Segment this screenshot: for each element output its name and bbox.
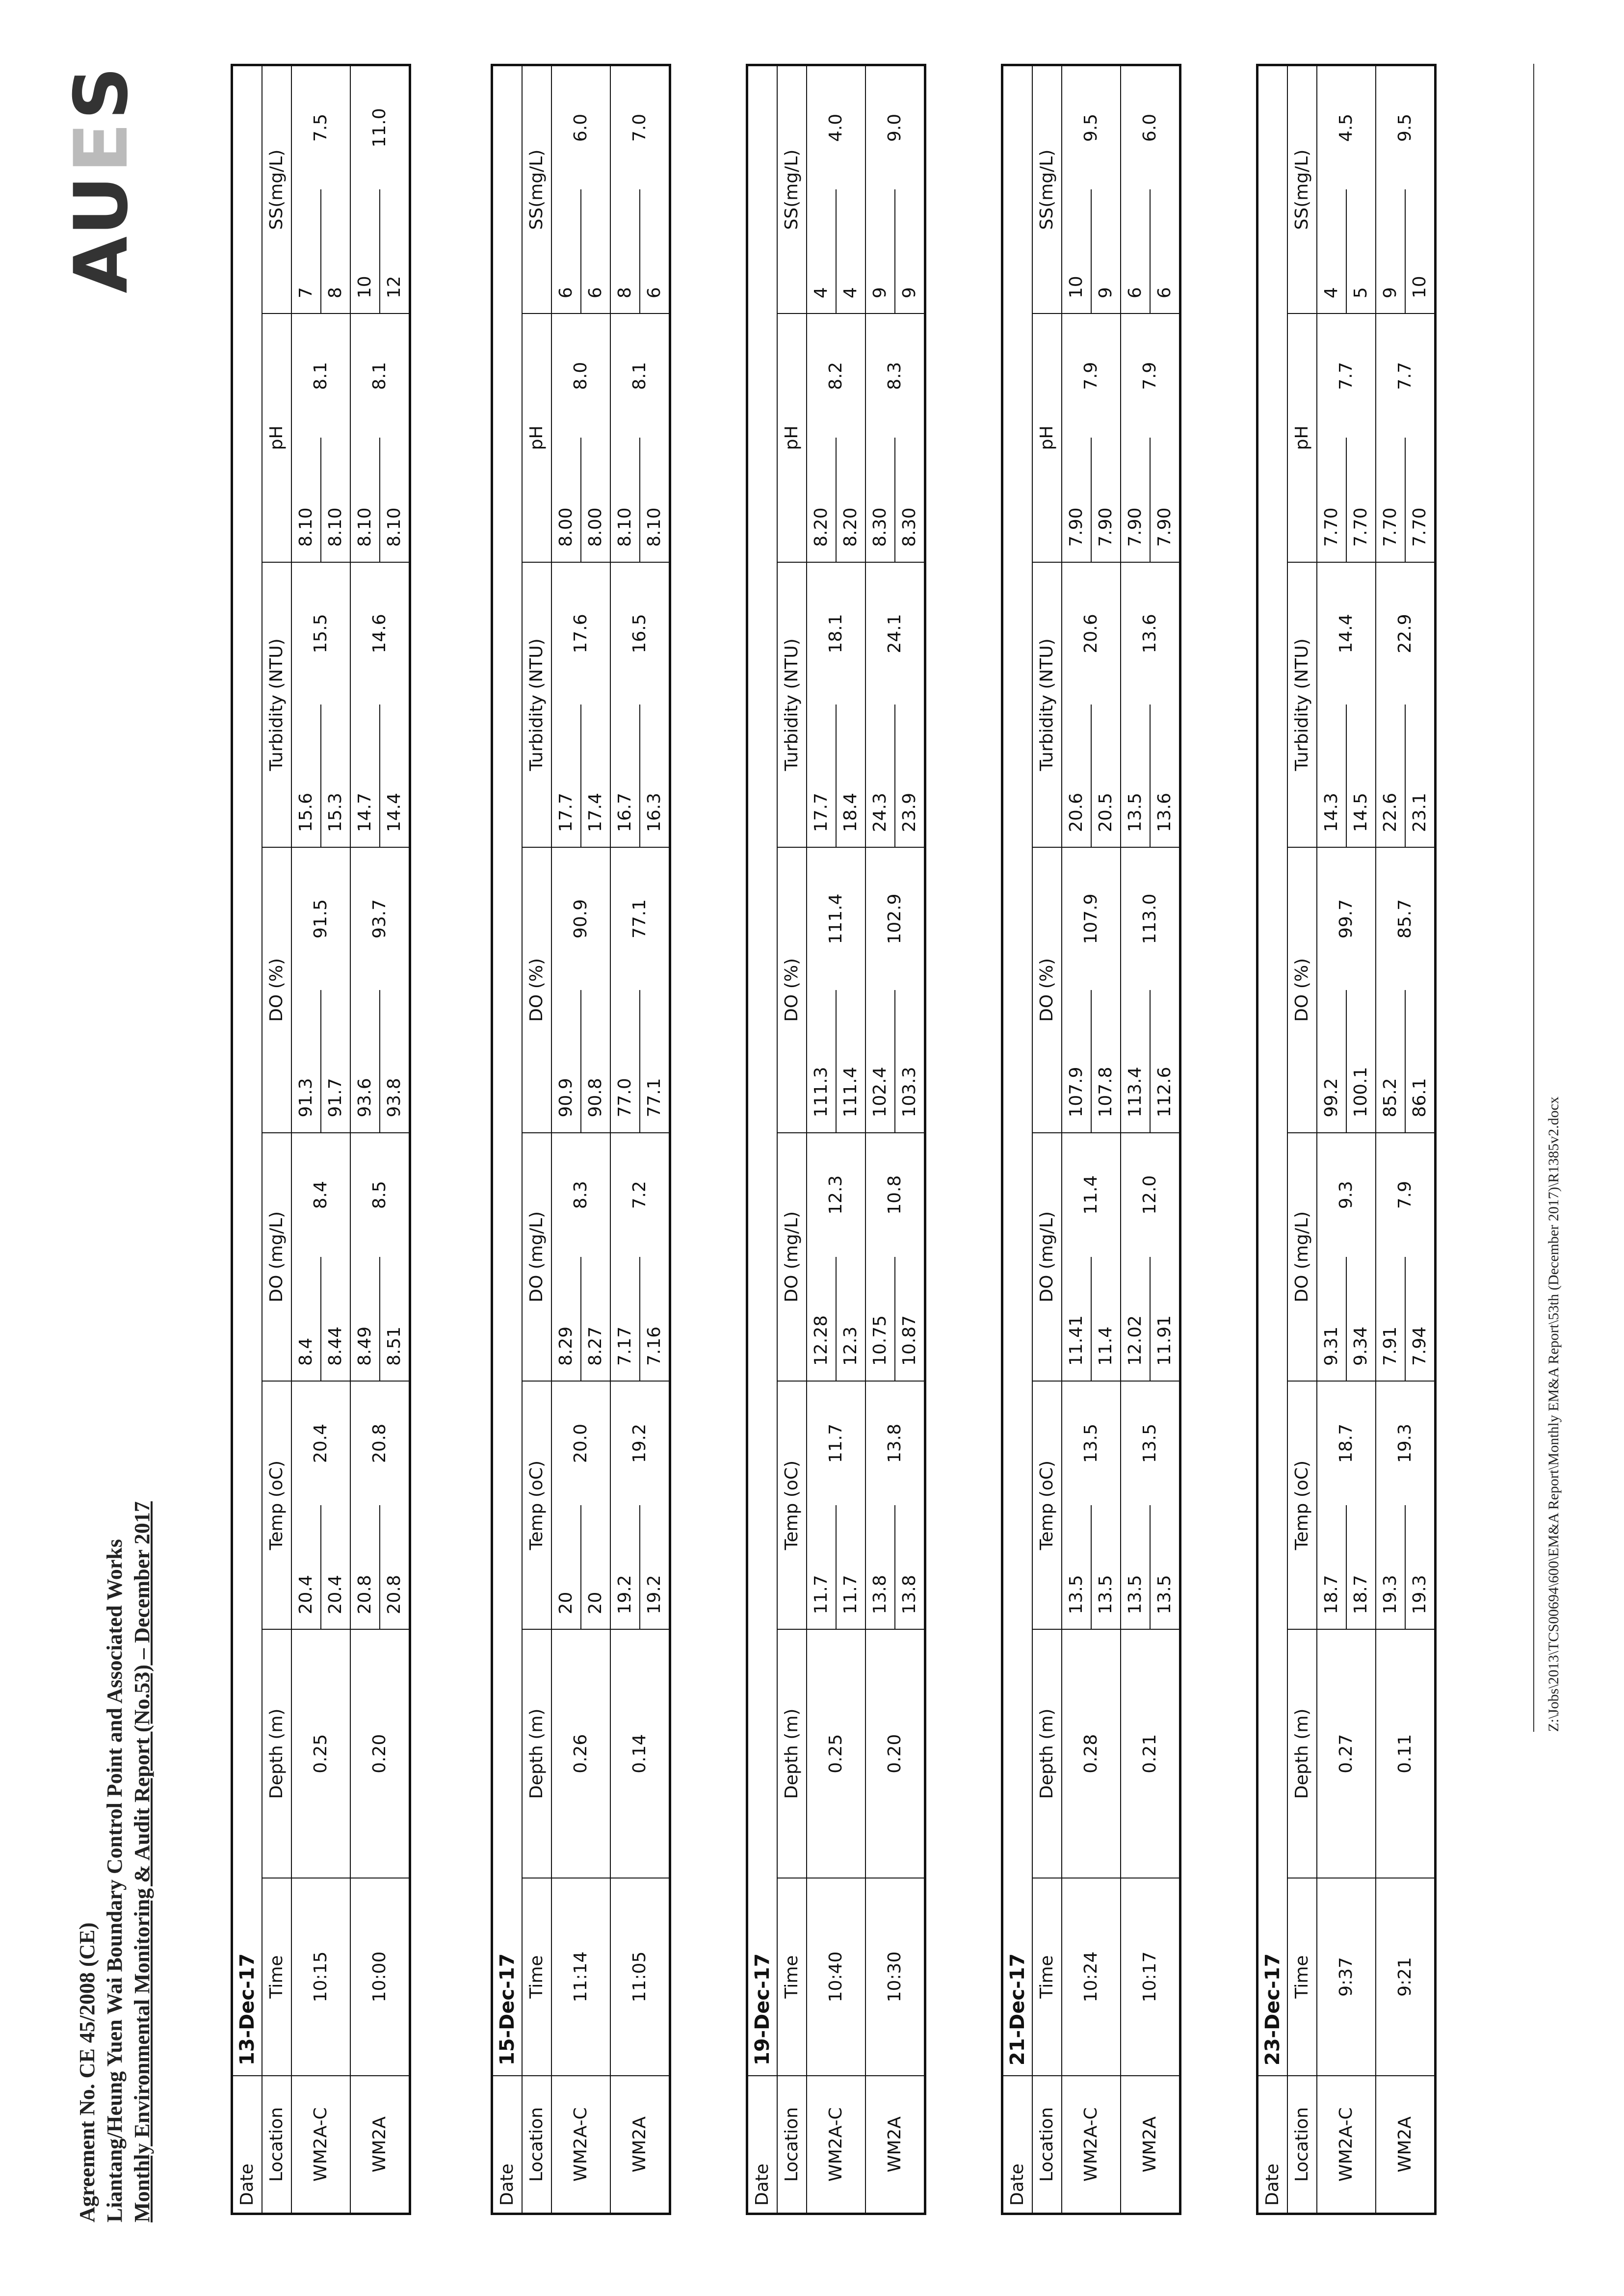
ph-reading: 7.90 — [1121, 438, 1150, 562]
ph-reading: 8.20 — [807, 438, 836, 562]
ph-average: 8.1 — [350, 313, 410, 438]
temp-reading: 20 — [581, 1505, 610, 1629]
do-pct-reading: 91.7 — [321, 990, 350, 1133]
do-pct-reading: 113.4 — [1121, 990, 1150, 1133]
do-pct-average: 93.7 — [350, 847, 410, 990]
do-pct-reading: 91.3 — [291, 990, 321, 1133]
sampling-date: 23-Dec-17 — [1257, 65, 1288, 2076]
do-pct-reading: 103.3 — [895, 990, 925, 1133]
ss-average: 4.0 — [807, 65, 865, 189]
water-quality-table — [746, 64, 926, 2215]
ss-average: 7.0 — [610, 65, 670, 189]
ss-reading: 4 — [1317, 189, 1346, 313]
temp-reading: 19.2 — [610, 1505, 640, 1629]
water-quality-table — [1001, 64, 1181, 2215]
date-label: Date — [1002, 2076, 1033, 2214]
ph-average: 8.1 — [610, 313, 670, 438]
temp-reading: 13.5 — [1062, 1505, 1091, 1629]
time-cell: 10:00 — [350, 1878, 410, 2076]
ph-average: 8.0 — [551, 313, 610, 438]
do-mg-average: 8.4 — [291, 1133, 350, 1257]
location-cell: WM2A-C — [551, 2076, 610, 2214]
temp-reading: 19.3 — [1405, 1505, 1436, 1629]
turbidity-reading: 20.6 — [1062, 704, 1091, 847]
ss-reading: 10 — [1405, 189, 1436, 313]
ph-reading: 8.10 — [321, 438, 350, 562]
depth-cell: 0.20 — [865, 1629, 925, 1878]
do-mg-reading: 10.87 — [895, 1257, 925, 1381]
col-ss: SS(mg/L) — [262, 65, 291, 314]
temp-average: 13.5 — [1062, 1381, 1121, 1505]
col-time: Time — [777, 1878, 807, 2076]
temp-reading: 20.4 — [321, 1505, 350, 1629]
turbidity-average: 15.5 — [291, 562, 350, 705]
ph-average: 8.3 — [865, 313, 925, 438]
temp-reading: 20.4 — [291, 1505, 321, 1629]
ph-average: 7.7 — [1376, 313, 1436, 438]
col-temp: Temp (oC) — [522, 1381, 551, 1629]
do-pct-reading: 111.3 — [807, 990, 836, 1133]
do-pct-reading: 93.8 — [380, 990, 410, 1133]
col-location: Location — [262, 2076, 291, 2214]
water-quality-table — [1256, 64, 1437, 2215]
col-temp: Temp (oC) — [1287, 1381, 1317, 1629]
do-mg-reading: 7.94 — [1405, 1257, 1436, 1381]
ss-average: 6.0 — [1121, 65, 1180, 189]
date-label: Date — [232, 2076, 262, 2214]
col-ph: pH — [522, 313, 551, 562]
ph-average: 8.1 — [291, 313, 350, 438]
do-pct-reading: 86.1 — [1405, 990, 1436, 1133]
col-do-pct: DO (%) — [522, 847, 551, 1132]
ph-reading: 8.10 — [610, 438, 640, 562]
depth-cell: 0.14 — [610, 1629, 670, 1878]
ph-reading: 8.20 — [836, 438, 865, 562]
do-mg-average: 9.3 — [1317, 1133, 1376, 1257]
location-cell: WM2A — [350, 2076, 410, 2214]
turbidity-reading: 15.3 — [321, 704, 350, 847]
temp-reading: 13.8 — [895, 1505, 925, 1629]
turbidity-average: 13.6 — [1121, 562, 1180, 705]
turbidity-average: 22.9 — [1376, 562, 1436, 705]
col-ss: SS(mg/L) — [777, 65, 807, 314]
do-mg-reading: 8.51 — [380, 1257, 410, 1381]
turbidity-reading: 17.7 — [807, 704, 836, 847]
date-label: Date — [747, 2076, 778, 2214]
ss-reading: 9 — [1376, 189, 1405, 313]
temp-reading: 19.3 — [1376, 1505, 1405, 1629]
col-do-pct: DO (%) — [777, 847, 807, 1132]
do-mg-average: 10.8 — [865, 1133, 925, 1257]
col-ss: SS(mg/L) — [522, 65, 551, 314]
do-pct-reading: 107.9 — [1062, 990, 1091, 1133]
time-cell: 9:21 — [1376, 1878, 1436, 2076]
do-pct-average: 111.4 — [807, 847, 865, 990]
ss-reading: 6 — [1121, 189, 1150, 313]
agreement-line: Agreement No. CE 45/2008 (CE) — [75, 1922, 99, 2222]
do-mg-average: 12.0 — [1121, 1133, 1180, 1257]
col-location: Location — [777, 2076, 807, 2214]
sampling-date: 21-Dec-17 — [1002, 65, 1033, 2076]
depth-cell: 0.28 — [1062, 1629, 1121, 1878]
do-mg-reading: 10.75 — [865, 1257, 895, 1381]
ph-average: 7.9 — [1121, 313, 1180, 438]
do-mg-reading: 12.02 — [1121, 1257, 1150, 1381]
do-mg-average: 11.4 — [1062, 1133, 1121, 1257]
do-pct-reading: 99.2 — [1317, 990, 1346, 1133]
table-row — [1317, 65, 1346, 2214]
time-cell: 10:30 — [865, 1878, 925, 2076]
col-turbidity: Turbidity (NTU) — [262, 562, 291, 847]
temp-reading: 13.5 — [1091, 1505, 1121, 1629]
col-do-pct: DO (%) — [1287, 847, 1317, 1132]
ss-reading: 6 — [581, 189, 610, 313]
water-quality-table — [491, 64, 671, 2215]
depth-cell: 0.25 — [807, 1629, 865, 1878]
ss-reading: 9 — [865, 189, 895, 313]
col-turbidity: Turbidity (NTU) — [1287, 562, 1317, 847]
table-row — [1062, 65, 1091, 2214]
col-time: Time — [522, 1878, 551, 2076]
ph-average: 8.2 — [807, 313, 865, 438]
temp-reading: 18.7 — [1346, 1505, 1376, 1629]
do-pct-average: 102.9 — [865, 847, 925, 990]
ss-reading: 10 — [350, 189, 380, 313]
ss-average: 7.5 — [291, 65, 350, 189]
col-ph: pH — [1032, 313, 1062, 562]
ph-reading: 7.70 — [1405, 438, 1436, 562]
col-depth: Depth (m) — [1287, 1629, 1317, 1878]
col-ss: SS(mg/L) — [1032, 65, 1062, 314]
turbidity-reading: 14.3 — [1317, 704, 1346, 847]
ph-reading: 8.10 — [350, 438, 380, 562]
col-depth: Depth (m) — [522, 1629, 551, 1878]
col-location: Location — [1287, 2076, 1317, 2214]
location-cell: WM2A-C — [807, 2076, 865, 2214]
location-cell: WM2A — [1376, 2076, 1436, 2214]
location-cell: WM2A — [1121, 2076, 1180, 2214]
temp-average: 11.7 — [807, 1381, 865, 1505]
time-cell: 11:05 — [610, 1878, 670, 2076]
location-cell: WM2A-C — [291, 2076, 350, 2214]
time-cell: 10:17 — [1121, 1878, 1180, 2076]
do-pct-reading: 90.8 — [581, 990, 610, 1133]
do-pct-reading: 93.6 — [350, 990, 380, 1133]
temp-reading: 19.2 — [640, 1505, 670, 1629]
sampling-date: 15-Dec-17 — [492, 65, 523, 2076]
do-pct-average: 77.1 — [610, 847, 670, 990]
turbidity-reading: 16.3 — [640, 704, 670, 847]
depth-cell: 0.26 — [551, 1629, 610, 1878]
time-cell: 10:40 — [807, 1878, 865, 2076]
do-mg-reading: 8.27 — [581, 1257, 610, 1381]
do-mg-reading: 11.41 — [1062, 1257, 1091, 1381]
col-time: Time — [1032, 1878, 1062, 2076]
do-pct-reading: 107.8 — [1091, 990, 1121, 1133]
do-pct-reading: 111.4 — [836, 990, 865, 1133]
do-mg-average: 8.3 — [551, 1133, 610, 1257]
turbidity-reading: 15.6 — [291, 704, 321, 847]
ph-reading: 8.10 — [380, 438, 410, 562]
turbidity-average: 14.4 — [1317, 562, 1376, 705]
report-title-line: Monthly Environmental Monitoring & Audit Report (No.53) – December 2017 — [130, 1501, 154, 2222]
ph-reading: 7.90 — [1150, 438, 1180, 562]
table-row — [291, 65, 321, 2214]
time-cell: 9:37 — [1317, 1878, 1376, 2076]
table-row — [807, 65, 836, 2214]
do-pct-reading: 100.1 — [1346, 990, 1376, 1133]
do-mg-reading: 7.16 — [640, 1257, 670, 1381]
time-cell: 10:15 — [291, 1878, 350, 2076]
temp-reading: 18.7 — [1317, 1505, 1346, 1629]
ph-reading: 8.30 — [895, 438, 925, 562]
turbidity-reading: 20.5 — [1091, 704, 1121, 847]
temp-average: 19.3 — [1376, 1381, 1436, 1505]
depth-cell: 0.11 — [1376, 1629, 1436, 1878]
do-mg-average: 12.3 — [807, 1133, 865, 1257]
ss-reading: 12 — [380, 189, 410, 313]
do-pct-average: 90.9 — [551, 847, 610, 990]
ph-reading: 7.70 — [1317, 438, 1346, 562]
turbidity-reading: 14.4 — [380, 704, 410, 847]
ss-reading: 4 — [836, 189, 865, 313]
ph-reading: 7.70 — [1346, 438, 1376, 562]
do-pct-reading: 85.2 — [1376, 990, 1405, 1133]
ss-reading: 5 — [1346, 189, 1376, 313]
ph-average: 7.9 — [1062, 313, 1121, 438]
col-ph: pH — [777, 313, 807, 562]
ss-reading: 9 — [1091, 189, 1121, 313]
col-turbidity: Turbidity (NTU) — [1032, 562, 1062, 847]
turbidity-reading: 16.7 — [610, 704, 640, 847]
temp-average: 19.2 — [610, 1381, 670, 1505]
turbidity-average: 18.1 — [807, 562, 865, 705]
turbidity-reading: 14.7 — [350, 704, 380, 847]
do-pct-average: 85.7 — [1376, 847, 1436, 990]
do-mg-reading: 12.3 — [836, 1257, 865, 1381]
temp-reading: 20 — [551, 1505, 581, 1629]
footer-divider — [1533, 64, 1534, 1732]
ss-average: 9.5 — [1376, 65, 1436, 189]
do-mg-reading: 11.4 — [1091, 1257, 1121, 1381]
do-mg-reading: 8.4 — [291, 1257, 321, 1381]
temp-average: 13.8 — [865, 1381, 925, 1505]
do-mg-reading: 8.44 — [321, 1257, 350, 1381]
temp-reading: 20.8 — [350, 1505, 380, 1629]
ph-reading: 8.10 — [291, 438, 321, 562]
ss-reading: 6 — [1150, 189, 1180, 313]
col-ph: pH — [1287, 313, 1317, 562]
col-do-mg: DO (mg/L) — [777, 1133, 807, 1381]
turbidity-reading: 17.7 — [551, 704, 581, 847]
turbidity-reading: 18.4 — [836, 704, 865, 847]
project-line: Liantang/Heung Yuen Wai Boundary Control Point and Associated Works — [103, 1539, 127, 2222]
col-location: Location — [1032, 2076, 1062, 2214]
ph-reading: 8.00 — [551, 438, 581, 562]
location-cell: WM2A-C — [1317, 2076, 1376, 2214]
do-mg-average: 7.2 — [610, 1133, 670, 1257]
do-mg-reading: 12.28 — [807, 1257, 836, 1381]
ss-reading: 8 — [321, 189, 350, 313]
table-row — [1121, 65, 1150, 2214]
col-temp: Temp (oC) — [1032, 1381, 1062, 1629]
col-do-mg: DO (mg/L) — [1032, 1133, 1062, 1381]
ph-average: 7.7 — [1317, 313, 1376, 438]
do-pct-average: 113.0 — [1121, 847, 1180, 990]
col-location: Location — [522, 2076, 551, 2214]
do-pct-reading: 77.0 — [610, 990, 640, 1133]
ph-reading: 8.00 — [581, 438, 610, 562]
temp-reading: 13.8 — [865, 1505, 895, 1629]
temp-average: 18.7 — [1317, 1381, 1376, 1505]
location-cell: WM2A — [865, 2076, 925, 2214]
col-ss: SS(mg/L) — [1287, 65, 1317, 314]
col-do-pct: DO (%) — [1032, 847, 1062, 1132]
time-cell: 11:14 — [551, 1878, 610, 2076]
do-mg-reading: 7.17 — [610, 1257, 640, 1381]
col-temp: Temp (oC) — [262, 1381, 291, 1629]
table-row — [610, 65, 640, 2214]
date-label: Date — [1257, 2076, 1288, 2214]
do-pct-reading: 77.1 — [640, 990, 670, 1133]
ph-reading: 8.10 — [640, 438, 670, 562]
temp-reading: 13.5 — [1121, 1505, 1150, 1629]
col-turbidity: Turbidity (NTU) — [777, 562, 807, 847]
ss-reading: 10 — [1062, 189, 1091, 313]
turbidity-reading: 23.9 — [895, 704, 925, 847]
date-label: Date — [492, 2076, 523, 2214]
ss-reading: 6 — [551, 189, 581, 313]
water-quality-table — [231, 64, 411, 2215]
ph-reading: 7.90 — [1091, 438, 1121, 562]
ss-reading: 7 — [291, 189, 321, 313]
temp-average: 20.8 — [350, 1381, 410, 1505]
col-depth: Depth (m) — [262, 1629, 291, 1878]
do-mg-average: 7.9 — [1376, 1133, 1436, 1257]
temp-reading: 11.7 — [807, 1505, 836, 1629]
col-temp: Temp (oC) — [777, 1381, 807, 1629]
col-turbidity: Turbidity (NTU) — [522, 562, 551, 847]
ph-reading: 7.70 — [1376, 438, 1405, 562]
do-mg-reading: 9.31 — [1317, 1257, 1346, 1381]
turbidity-reading: 13.5 — [1121, 704, 1150, 847]
do-pct-average: 107.9 — [1062, 847, 1121, 990]
do-pct-reading: 102.4 — [865, 990, 895, 1133]
do-pct-average: 99.7 — [1317, 847, 1376, 990]
ss-average: 9.5 — [1062, 65, 1121, 189]
report-header — [74, 64, 156, 2222]
turbidity-reading: 22.6 — [1376, 704, 1405, 847]
turbidity-reading: 14.5 — [1346, 704, 1376, 847]
depth-cell: 0.20 — [350, 1629, 410, 1878]
ss-average: 11.0 — [350, 65, 410, 189]
do-mg-reading: 11.91 — [1150, 1257, 1180, 1381]
do-pct-reading: 112.6 — [1150, 990, 1180, 1133]
sampling-date: 13-Dec-17 — [232, 65, 262, 2076]
ss-reading: 8 — [610, 189, 640, 313]
do-mg-reading: 8.29 — [551, 1257, 581, 1381]
location-cell: WM2A — [610, 2076, 670, 2214]
do-mg-reading: 9.34 — [1346, 1257, 1376, 1381]
location-cell: WM2A-C — [1062, 2076, 1121, 2214]
col-do-mg: DO (mg/L) — [522, 1133, 551, 1381]
depth-cell: 0.27 — [1317, 1629, 1376, 1878]
do-mg-average: 8.5 — [350, 1133, 410, 1257]
turbidity-average: 20.6 — [1062, 562, 1121, 705]
table-row — [865, 65, 895, 2214]
temp-reading: 20.8 — [380, 1505, 410, 1629]
depth-cell: 0.25 — [291, 1629, 350, 1878]
turbidity-reading: 24.3 — [865, 704, 895, 847]
turbidity-average: 17.6 — [551, 562, 610, 705]
temp-average: 20.4 — [291, 1381, 350, 1505]
turbidity-reading: 17.4 — [581, 704, 610, 847]
turbidity-average: 16.5 — [610, 562, 670, 705]
do-mg-reading: 8.49 — [350, 1257, 380, 1381]
do-pct-reading: 90.9 — [551, 990, 581, 1133]
do-mg-reading: 7.91 — [1376, 1257, 1405, 1381]
col-do-mg: DO (mg/L) — [1287, 1133, 1317, 1381]
ss-reading: 4 — [807, 189, 836, 313]
temp-reading: 11.7 — [836, 1505, 865, 1629]
col-do-pct: DO (%) — [262, 847, 291, 1132]
turbidity-reading: 13.6 — [1150, 704, 1180, 847]
temp-reading: 13.5 — [1150, 1505, 1180, 1629]
col-depth: Depth (m) — [1032, 1629, 1062, 1878]
temp-average: 13.5 — [1121, 1381, 1180, 1505]
depth-cell: 0.21 — [1121, 1629, 1180, 1878]
aues-logo: AUES — [59, 64, 144, 293]
ss-average: 4.5 — [1317, 65, 1376, 189]
temp-average: 20.0 — [551, 1381, 610, 1505]
col-depth: Depth (m) — [777, 1629, 807, 1878]
turbidity-reading: 23.1 — [1405, 704, 1436, 847]
turbidity-average: 14.6 — [350, 562, 410, 705]
col-time: Time — [1287, 1878, 1317, 2076]
ss-reading: 6 — [640, 189, 670, 313]
ph-reading: 8.30 — [865, 438, 895, 562]
ss-reading: 9 — [895, 189, 925, 313]
do-pct-average: 91.5 — [291, 847, 350, 990]
table-row — [350, 65, 380, 2214]
ss-average: 9.0 — [865, 65, 925, 189]
table-row — [551, 65, 581, 2214]
ss-average: 6.0 — [551, 65, 610, 189]
turbidity-average: 24.1 — [865, 562, 925, 705]
col-do-mg: DO (mg/L) — [262, 1133, 291, 1381]
time-cell: 10:24 — [1062, 1878, 1121, 2076]
col-ph: pH — [262, 313, 291, 562]
footer-file-path: Z:\Jobs\2013\TCS00694\600\EM&A Report\Monthly EM&A Report\53th (December 2017)\R1385v2.docx — [1545, 1096, 1562, 1732]
col-time: Time — [262, 1878, 291, 2076]
table-row — [1376, 65, 1405, 2214]
sampling-date: 19-Dec-17 — [747, 65, 778, 2076]
ph-reading: 7.90 — [1062, 438, 1091, 562]
